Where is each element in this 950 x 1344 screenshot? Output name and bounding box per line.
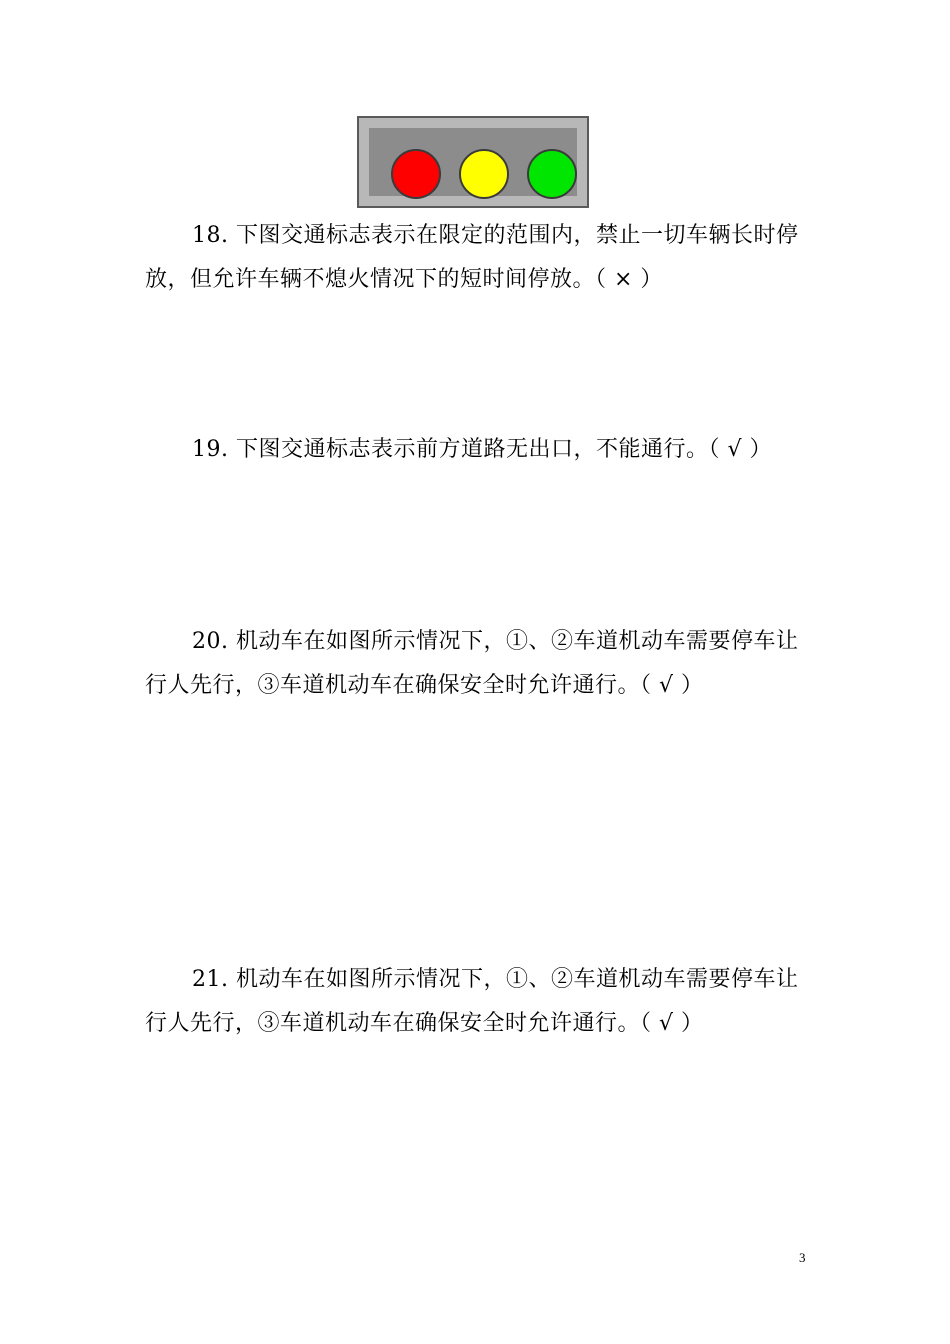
question-21: 21. 机动车在如图所示情况下，①、②车道机动车需要停车让行人先行，③车道机动车在确保安全时允许通行。（ √ ） <box>145 967 799 1036</box>
traffic-light-figure <box>357 116 589 208</box>
green-light-icon <box>527 149 577 199</box>
traffic-light-panel <box>369 128 577 196</box>
yellow-light-icon <box>459 149 509 199</box>
page-number: 3 <box>799 1250 806 1265</box>
question-20: 20. 机动车在如图所示情况下，①、②车道机动车需要停车让行人先行，③车道机动车在确保安全时允许通行。（ √ ） <box>145 629 799 698</box>
question-18: 18. 下图交通标志表示在限定的范围内，禁止一切车辆长时停放，但允许车辆不熄火情况下的短时间停放。（ × ） <box>145 223 799 292</box>
question-19: 19. 下图交通标志表示前方道路无出口，不能通行。（ √ ） <box>192 437 772 462</box>
red-light-icon <box>391 149 441 199</box>
